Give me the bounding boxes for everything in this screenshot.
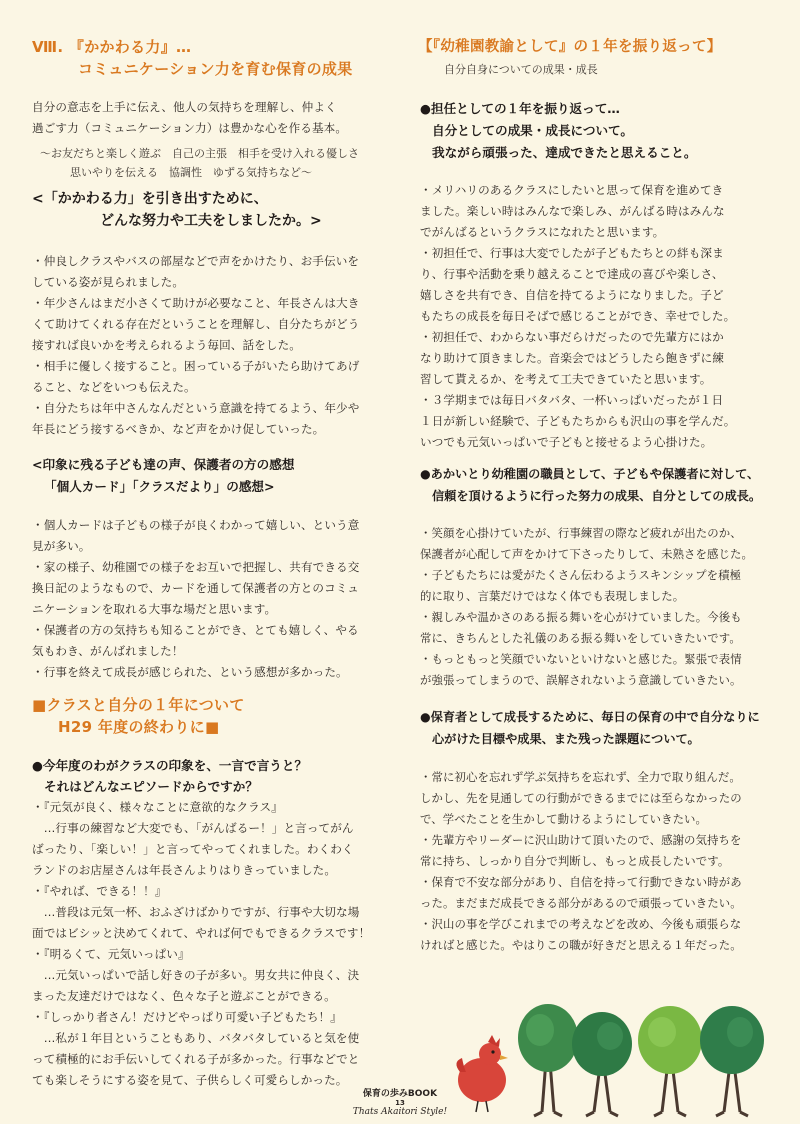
body-line: 換日記のようなもので、カードを通して保護者の方とのコミュ xyxy=(32,581,359,595)
body-line: ・先輩方やリーダーに沢山助けて頂いたので、感謝の気持ちを xyxy=(420,833,742,847)
body-line: ・子どもたちには愛がたくさん伝わるようスキンシップを積極 xyxy=(420,568,742,582)
tree-icon xyxy=(700,1006,764,1116)
footer-title: 保育の歩みBOOK xyxy=(362,1089,438,1099)
r1-title-line: 我ながら頑張った、達成できたと思えること。 xyxy=(432,145,697,160)
body-line: 常に、きちんとした礼儀のある振る舞いをしていきたいです。 xyxy=(420,631,741,645)
r2-title-line: 信頼を頂けるように行った努力の成果、自分としての成長。 xyxy=(432,489,762,503)
body-line: ・年少さんはまだ小さくて助けが必要なこと、年長さんは大き xyxy=(32,296,360,310)
body-line: ・仲良しクラスやバスの部屋などで声をかけたり、お手伝いを xyxy=(32,254,360,268)
q2-body xyxy=(32,515,359,683)
intro-line: 過ごす力（コミュニケーション力）は豊かな心を作る基本。 xyxy=(32,121,348,135)
r1-title-line: ●担任としての１年を振り返って… xyxy=(420,101,620,116)
body-line: って積極的にお手伝いしてくれる子が多かった。行事などでと xyxy=(32,1052,360,1066)
body-line: ・『明るくて、元気いっぱい』 xyxy=(32,947,190,961)
body-line: …普段は元気一杯、おふざけばかりですが、行事や大切な場 xyxy=(32,905,360,919)
body-line: ・『やれば、できる！！』 xyxy=(32,884,167,898)
body-line: ・３学期までは毎日バタバタ、一杯いっぱいだったが１日 xyxy=(420,393,724,407)
intro-line: 自分の意志を上手に伝え、他人の気持ちを理解し、仲よく xyxy=(32,100,337,114)
body-line: 嬉しさを共有でき、自信を持てるようになりました。子ど xyxy=(420,288,724,302)
body-line: ・保育で不安な部分があり、自信を持って行動できない時があ xyxy=(420,875,742,889)
q2-title-line1: <印象に残る子ども達の声、保護者の方の感想 xyxy=(32,457,295,472)
body-line: ること、などをいつも伝えた。 xyxy=(32,380,196,394)
body-line: ・初担任で、行事は大変でしたが子どもたちとの絆も深ま xyxy=(420,246,724,260)
body-line: している姿が見られました。 xyxy=(32,275,185,289)
q1-body xyxy=(32,251,359,440)
body-line: ・親しみや温かさのある振る舞いを心がけていました。今後も xyxy=(420,610,742,624)
body-line: ・『元気が良く、様々なことに意欲的なクラス』 xyxy=(32,800,283,814)
body-line: ばったり、「楽しい！」と言ってやってくれました。わくわく xyxy=(32,842,354,856)
body-line: くて助けてくれる存在だということを理解し、自分たちがどう xyxy=(32,317,360,331)
class-q-title-line1: ●今年度のわがクラスの印象を、一言で言うと？ xyxy=(32,758,308,773)
class-body xyxy=(32,797,370,1091)
body-line: ニケーションを取れる大事な場だと思います。 xyxy=(32,602,277,616)
body-line: ・沢山の事を学びこれまでの考えなどを改め、今後も頑張らな xyxy=(420,917,742,931)
r2-body xyxy=(420,523,753,691)
body-line: ければと感じた。やはりこの職が好きだと思える１年だった。 xyxy=(420,938,742,952)
body-line: もたちの成長を毎日そばで感じることができ、幸せでした。 xyxy=(420,309,736,323)
body-line: いつでも元気いっぱいで子どもと接せるよう心掛けた。 xyxy=(420,435,713,449)
body-line: 保護者が心配して声をかけて下さったりして、未熟さを感じた。 xyxy=(420,547,754,561)
body-line: なり助けて頂きました。音楽会ではどうしたら飽きずに練 xyxy=(420,351,725,365)
body-line: 的に取り、言葉だけではなく体でも表現しました。 xyxy=(420,589,685,603)
body-line: 習して貰えるか、を考えて工夫できていたと思います。 xyxy=(420,372,712,386)
body-line: で、学べたことを生かして動けるようにしていきたい。 xyxy=(420,812,708,826)
body-line: しかし、先を見通しての行動ができるまでには至らなかったの xyxy=(420,791,742,805)
section8-title-line1: Ⅷ. 『かかわる力』… xyxy=(32,38,192,56)
q1-title-line1: <「かかわる力」を引き出すために、 xyxy=(32,191,268,207)
r1-title xyxy=(420,98,696,164)
body-line: …元気いっぱいで話し好きの子が多い。男女共に仲良く、決 xyxy=(32,968,360,982)
body-line: ・メリハリのあるクラスにしたいと思って保育を進めてき xyxy=(420,183,724,197)
r2-title-line: ●あかいとり幼稚園の職員として、子どもや保護者に対して、 xyxy=(420,467,760,481)
body-line: ても楽しそうにする姿を見て、子供らしく可愛らしかった。 xyxy=(32,1073,348,1087)
section8-examples xyxy=(40,144,359,182)
section8-title-line2: コミュニケーション力を育む保育の成果 xyxy=(78,60,353,78)
class-q-title-line2: それはどんなエピソードからですか？ xyxy=(44,779,258,794)
q2-title-line2: 「個人カード」「クラスだより」の感想> xyxy=(44,479,275,494)
body-line: 接すれば良いかを考えられるよう毎回、話をした。 xyxy=(32,338,301,352)
body-line: ・保護者の方の気持ちも知ることができ、とても嬉しく、やる xyxy=(32,623,359,637)
r2-title xyxy=(420,463,761,507)
body-line: り、行事や活動を乗り越えることで達成の喜びや楽しさ、 xyxy=(420,267,724,281)
body-line: …行事の練習など大変でも、「がんばるー！」と言ってがん xyxy=(32,821,354,835)
body-line: ・個人カードは子どもの様子が良くわかって嬉しい、という意 xyxy=(32,518,360,532)
class-section-title-line1: ■クラスと自分の１年について xyxy=(32,696,245,714)
page-number: 13 xyxy=(395,1099,405,1107)
body-line: ・家の様子、幼稚園での様子をお互いで把握し、共有できる交 xyxy=(32,560,360,574)
body-line: った。まだまだ成長できる部分があるので頑張っていきたい。 xyxy=(420,896,742,910)
body-line: ・常に初心を忘れず学ぶ気持ちを忘れず、全力で取り組んだ。 xyxy=(420,770,741,784)
tree-icon xyxy=(638,1006,702,1116)
r3-title xyxy=(420,706,760,750)
body-line: でがんばるというクラスになれたと思います。 xyxy=(420,225,665,239)
body-line: ランドのお店屋さんは年長さんよりはりきっていました。 xyxy=(32,863,337,877)
body-line: まった友達だけではなく、色々な子と遊ぶことができる。 xyxy=(32,989,336,1003)
body-line: 常に持ち、しっかり自分で判断し、もっと成長したいです。 xyxy=(420,854,730,868)
r3-body xyxy=(420,767,742,956)
section8-intro xyxy=(32,97,347,139)
tree-icon xyxy=(572,1012,632,1116)
body-line: ・もっともっと笑顔でいないといけないと感じた。緊張で表情 xyxy=(420,652,742,666)
body-line: 年長にどう接するべきか、など声をかけ促していった。 xyxy=(32,422,325,436)
body-line: 見が多い。 xyxy=(32,539,91,553)
right-header-title: 【『幼稚園教諭として』の１年を振り返って】 xyxy=(418,39,722,55)
q1-title-line2: どんな努力や工夫をしましたか。> xyxy=(100,213,322,229)
body-line: 気もわき、がんばれました！ xyxy=(32,644,184,658)
body-line: ・自分たちは年中さんなんだという意識を持てるよう、年少や xyxy=(32,401,360,415)
body-line: ・笑顔を心掛けていたが、行事練習の際など疲れが出たのか、 xyxy=(420,526,742,540)
body-line: が強張ってしまうので、誤解されないよう意識していきたい。 xyxy=(420,673,742,687)
body-line: ・初担任で、わからない事だらけだったので先輩方にはか xyxy=(420,330,724,344)
body-line: ・行事を終えて成長が感じられた、という感想が多かった。 xyxy=(32,665,348,679)
body-line: １日が新しい経験で、子どもたちからも沢山の事を学んだ。 xyxy=(420,414,736,428)
class-section-title-line2: H29 年度の終わりに■ xyxy=(58,718,220,736)
footer xyxy=(340,1086,460,1117)
body-line: ・『しっかり者さん！だけどやっぱり可愛い子どもたち！』 xyxy=(32,1010,342,1024)
r1-body xyxy=(420,180,736,453)
examples-line: 〜お友だちと楽しく遊ぶ 自己の主張 相手を受け入れる優しさ xyxy=(40,147,359,160)
r3-title-line: 心がけた目標や成果、また残った課題について。 xyxy=(432,732,700,746)
red-bird-icon xyxy=(456,1035,508,1112)
examples-line: 思いやりを伝える 協調性 ゆずる気持ちなど〜 xyxy=(70,166,312,179)
body-line: ました。楽しい時はみんなで楽しみ、がんばる時はみんな xyxy=(420,204,725,218)
body-line: 面ではビシッと決めてくれて、やれば何でもできるクラスです！ xyxy=(32,926,371,940)
body-line: ・相手に優しく接すること。困っている子がいたら助けてあげ xyxy=(32,359,360,373)
trees-and-bird-illustration xyxy=(450,1000,780,1120)
right-header-subtitle: 自分自身についての成果・成長 xyxy=(444,63,598,76)
body-line: …私が１年目ということもあり、バタバタしていると気を使 xyxy=(32,1031,360,1045)
tree-icon xyxy=(518,1004,578,1116)
r3-title-line: ●保育者として成長するために、毎日の保育の中で自分なりに xyxy=(420,710,760,724)
r1-title-line: 自分としての成果・成長について。 xyxy=(432,123,633,138)
footer-subtitle: Thats Akaitori Style! xyxy=(352,1107,448,1117)
